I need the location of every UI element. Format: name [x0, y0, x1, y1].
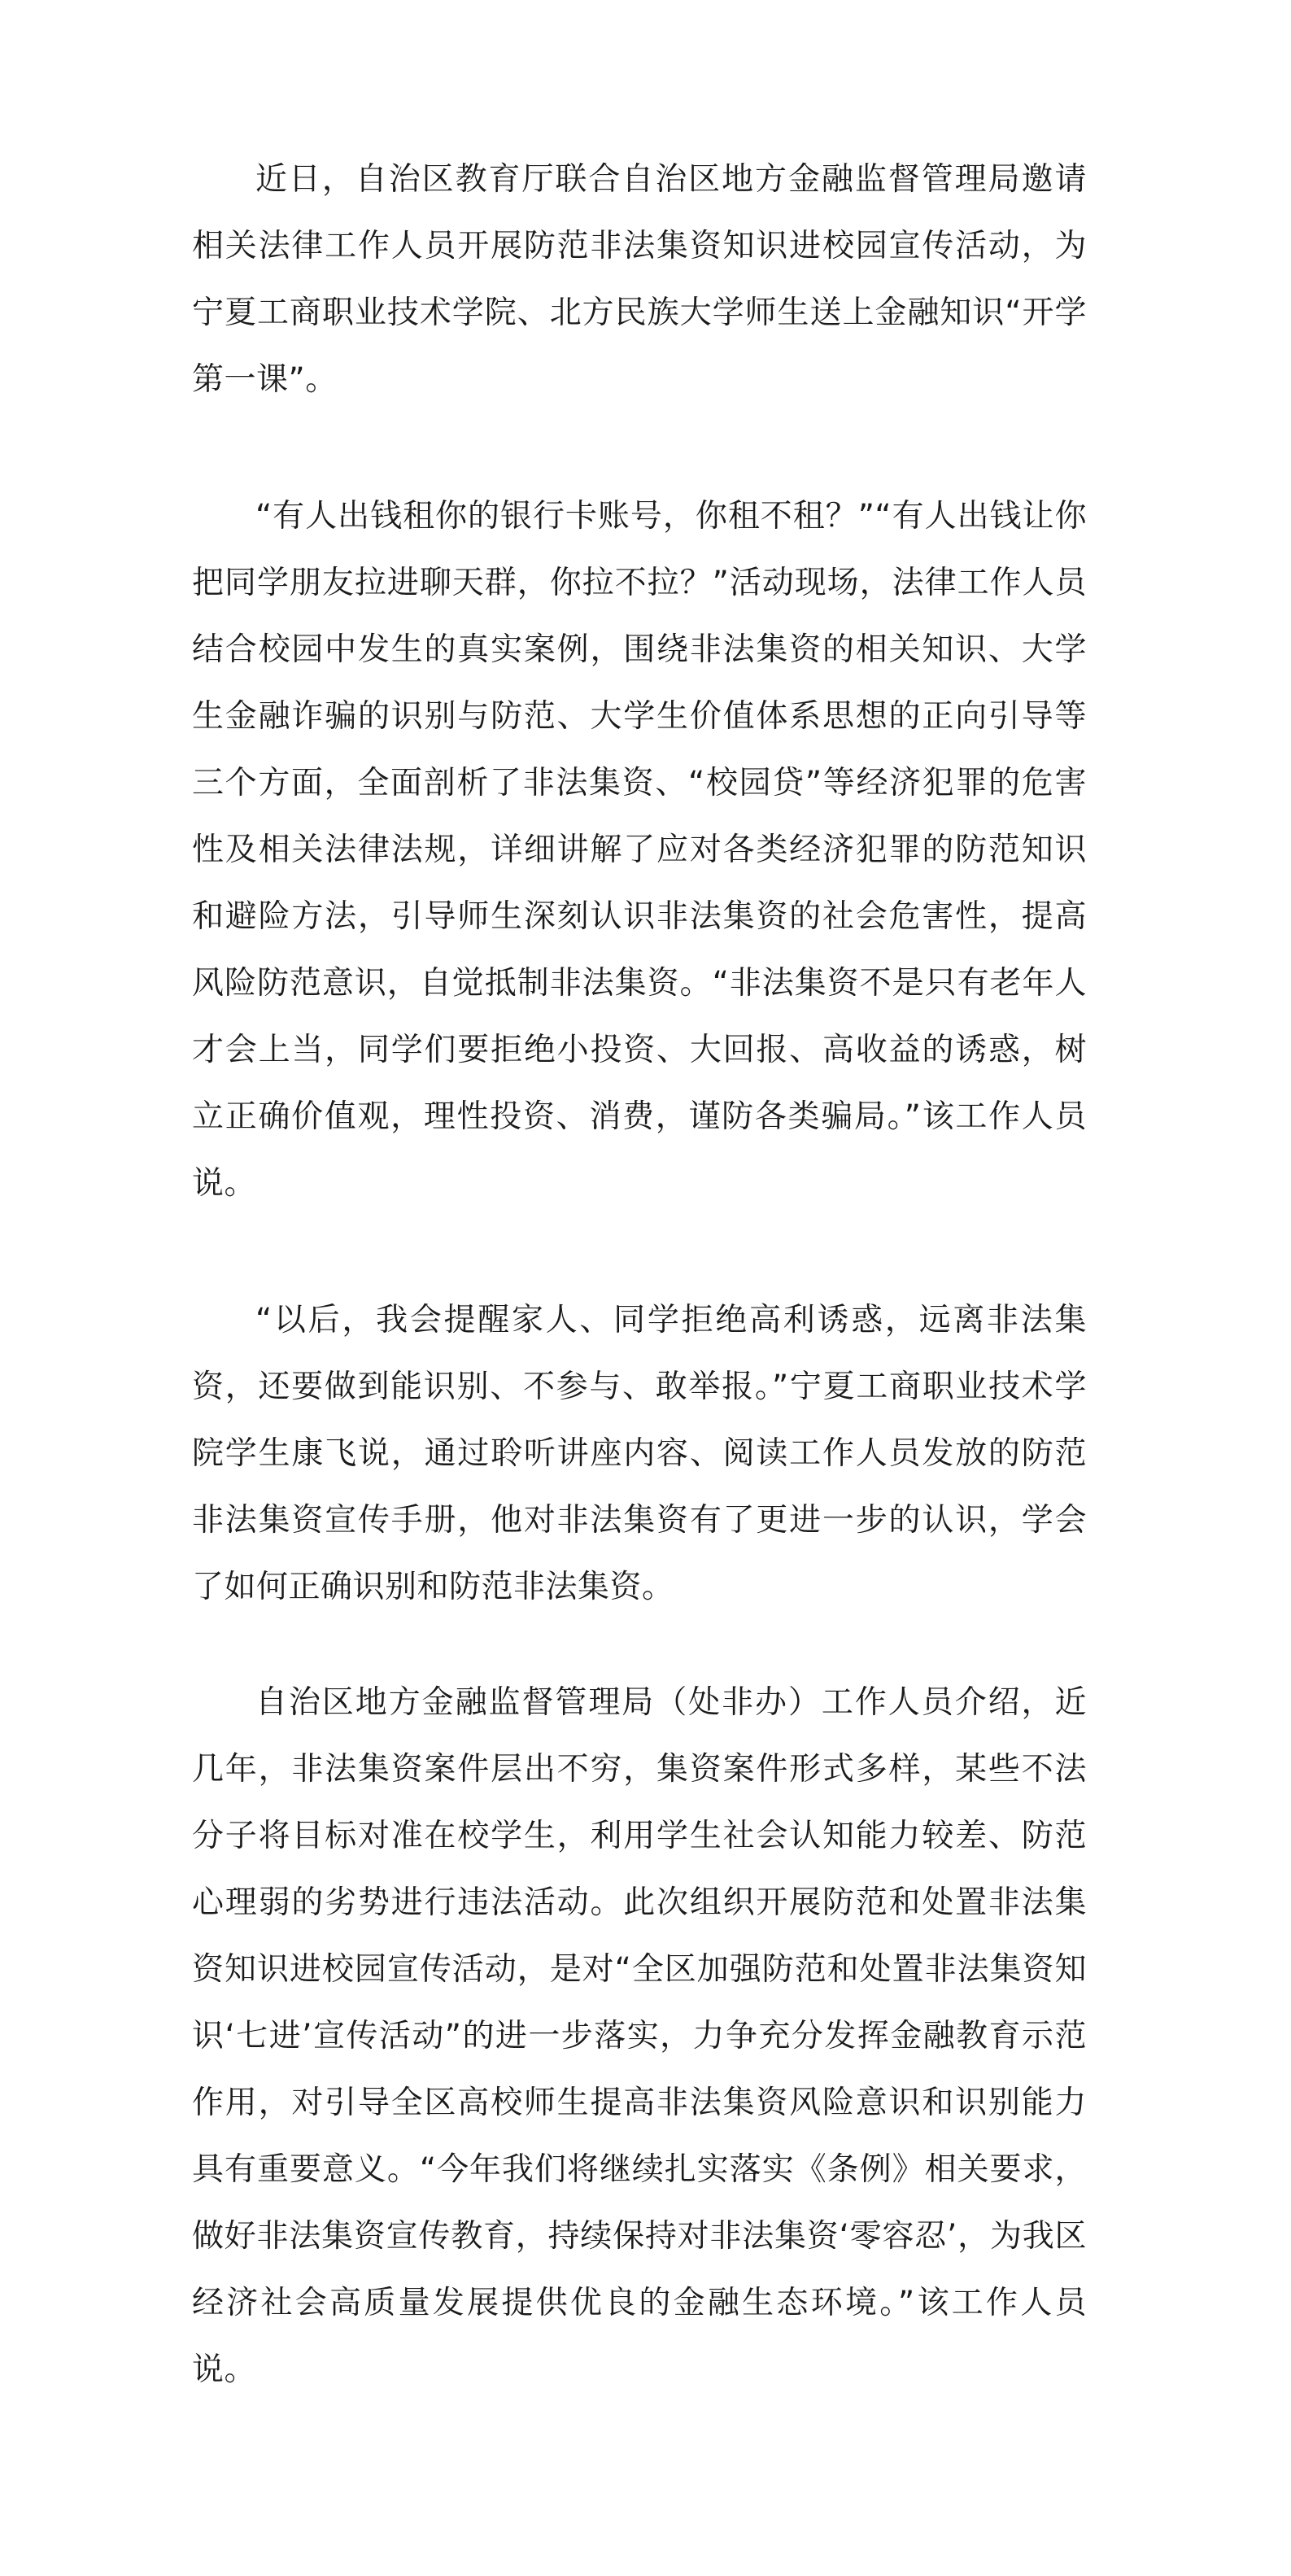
- paragraph-4: 自治区地方金融监督管理局（处非办）工作人员介绍，近几年，非法集资案件层出不穷，集资案件形式多样，某些不法分子将目标对准在校学生，利用学生社会认知能力较差、防范心理弱的劣势进行违法活动。此次组织开展防范和处置非法集资知识进校园宣传活动，是对“全区加强防范和处置非法集资知识‘七进’宣传活动”的进一步落实，力争充分发挥金融教育示范作用，对引导全区高校师生提高非法集资风险意识和识别能力具有重要意义。“今年我们将继续扎实落实《条例》相关要求，做好非法集资宣传教育，持续保持对非法集资‘零容忍’，为我区经济社会高质量发展提供优良的金融生态环境。”该工作人员说。: [192, 1684, 1087, 2388]
- article-body: [192, 146, 1087, 2404]
- paragraph-2: “有人出钱租你的银行卡账号，你租不租？”“有人出钱让你把同学朋友拉进聊天群，你拉不拉？”活动现场，法律工作人员结合校园中发生的真实案例，围绕非法集资的相关知识、大学生金融诈骗的识别与防范、大学生价值体系思想的正向引导等三个方面，全面剖析了非法集资、“校园贷”等经济犯罪的危害性及相关法律法规，详细讲解了应对各类经济犯罪的防范知识和避险方法，引导师生深刻认识非法集资的社会危害性，提高风险防范意识，自觉抵制非法集资。“非法集资不是只有老年人才会上当，同学们要拒绝小投资、大回报、高收益的诱惑，树立正确价值观，理性投资、消费，谨防各类骗局。”该工作人员说。: [192, 498, 1087, 1202]
- paragraph-1: 近日，自治区教育厅联合自治区地方金融监督管理局邀请相关法律工作人员开展防范非法集资知识进校园宣传活动，为宁夏工商职业技术学院、北方民族大学师生送上金融知识“开学第一课”。: [192, 161, 1087, 398]
- paragraph-3: “以后，我会提醒家人、同学拒绝高利诱惑，远离非法集资，还要做到能识别、不参与、敢举报。”宁夏工商职业技术学院学生康飞说，通过聆听讲座内容、阅读工作人员发放的防范非法集资宣传手册，他对非法集资有了更进一步的认识，学会了如何正确识别和防范非法集资。: [192, 1302, 1087, 1605]
